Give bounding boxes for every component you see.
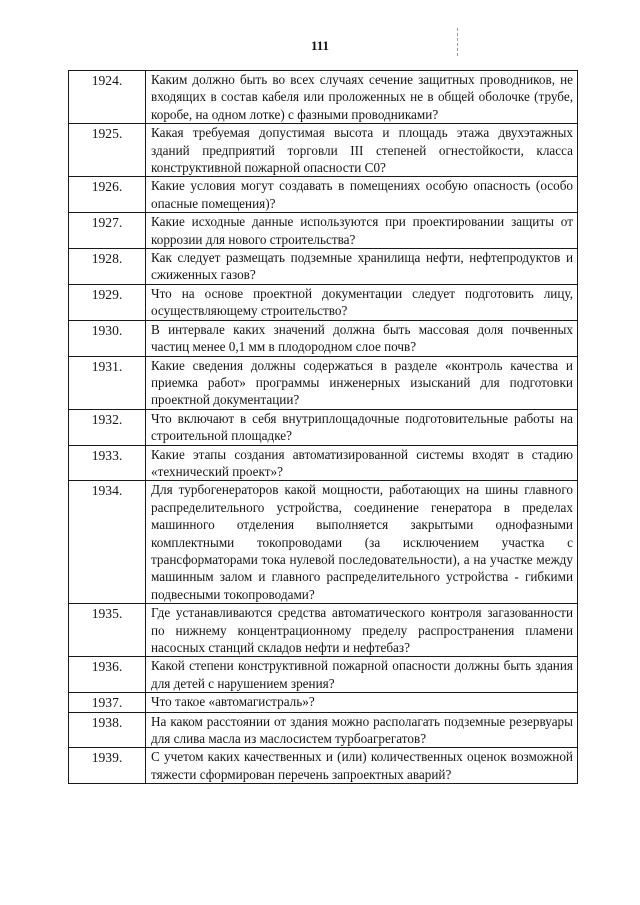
question-text: Какой степени конструктивной пожарной опасности должны быть здания для детей с нарушением зрения? xyxy=(146,657,578,693)
table-row xyxy=(69,481,578,604)
table-row xyxy=(69,213,578,249)
question-text: Что такое «автомагистраль»? xyxy=(146,693,578,712)
table-row xyxy=(69,445,578,481)
question-text: С учетом каких качественных и (или) количественных оценок возможной тяжести сформирован перечень запроектных аварий? xyxy=(146,748,578,784)
question-number: 1935. xyxy=(69,604,146,657)
question-number: 1931. xyxy=(69,356,146,409)
question-number: 1936. xyxy=(69,657,146,693)
question-text: Какие этапы создания автоматизированной системы входят в стадию «технический проект»? xyxy=(146,445,578,481)
question-text: На каком расстоянии от здания можно располагать подземные резервуары для слива масла из маслосистем турбоагрегатов? xyxy=(146,712,578,748)
question-number: 1924. xyxy=(69,71,146,124)
page-number: 111 xyxy=(310,38,330,53)
table-row xyxy=(69,604,578,657)
table-row xyxy=(69,409,578,445)
question-number: 1930. xyxy=(69,320,146,356)
question-number: 1939. xyxy=(69,748,146,784)
question-text: Что на основе проектной документации следует подготовить лицу, осуществляющему строительство? xyxy=(146,284,578,320)
table-row xyxy=(69,249,578,285)
table-row xyxy=(69,356,578,409)
question-number: 1926. xyxy=(69,177,146,213)
question-number: 1934. xyxy=(69,481,146,604)
table-row xyxy=(69,284,578,320)
question-number: 1928. xyxy=(69,249,146,285)
question-number: 1925. xyxy=(69,124,146,177)
question-number: 1933. xyxy=(69,445,146,481)
table-row xyxy=(69,71,578,124)
question-text: Для турбогенераторов какой мощности, работающих на шины главного распределительного устройства, соединение генератора в пределах машинного отделения выполняется закрытыми однофазными комплектными токопроводами (за исключением участка с трансформаторами тока нулевой последовательности), а на участке между машинным залом и главного распределительного устройства - гибкими подвесными токопроводами? xyxy=(146,481,578,604)
table-row xyxy=(69,712,578,748)
margin-mark xyxy=(457,28,458,56)
question-text: Какие исходные данные используются при проектировании защиты от коррозии для нового строительства? xyxy=(146,213,578,249)
table-row xyxy=(69,177,578,213)
question-text: В интервале каких значений должна быть массовая доля почвенных частиц менее 0,1 мм в плодородном слое почв? xyxy=(146,320,578,356)
question-text: Какие условия могут создавать в помещениях особую опасность (особо опасные помещения)? xyxy=(146,177,578,213)
question-text: Как следует размещать подземные хранилища нефти, нефтепродуктов и сжиженных газов? xyxy=(146,249,578,285)
question-text: Где устанавливаются средства автоматического контроля загазованности по нижнему концентрационному пределу распространения пламени насосных станций складов нефти и нефтебаз? xyxy=(146,604,578,657)
question-text: Что включают в себя внутриплощадочные подготовительные работы на строительной площадке? xyxy=(146,409,578,445)
question-number: 1929. xyxy=(69,284,146,320)
question-text: Какие сведения должны содержаться в разделе «контроль качества и приемка работ» программы инженерных изысканий для подготовки проектной документации? xyxy=(146,356,578,409)
table-row xyxy=(69,748,578,784)
question-number: 1937. xyxy=(69,693,146,712)
question-text: Каким должно быть во всех случаях сечение защитных проводников, не входящих в состав кабеля или проложенных не в общей оболочке (трубе, коробе, на одном лотке) с фазными проводниками? xyxy=(146,71,578,124)
table-row xyxy=(69,320,578,356)
questions-table xyxy=(68,70,578,784)
table-row xyxy=(69,693,578,712)
question-number: 1927. xyxy=(69,213,146,249)
question-text: Какая требуемая допустимая высота и площадь этажа двухэтажных зданий предприятий торговли III степеней огнестойкости, класса конструктивной пожарной опасности С0? xyxy=(146,124,578,177)
question-number: 1938. xyxy=(69,712,146,748)
table-row xyxy=(69,657,578,693)
table-row xyxy=(69,124,578,177)
question-number: 1932. xyxy=(69,409,146,445)
